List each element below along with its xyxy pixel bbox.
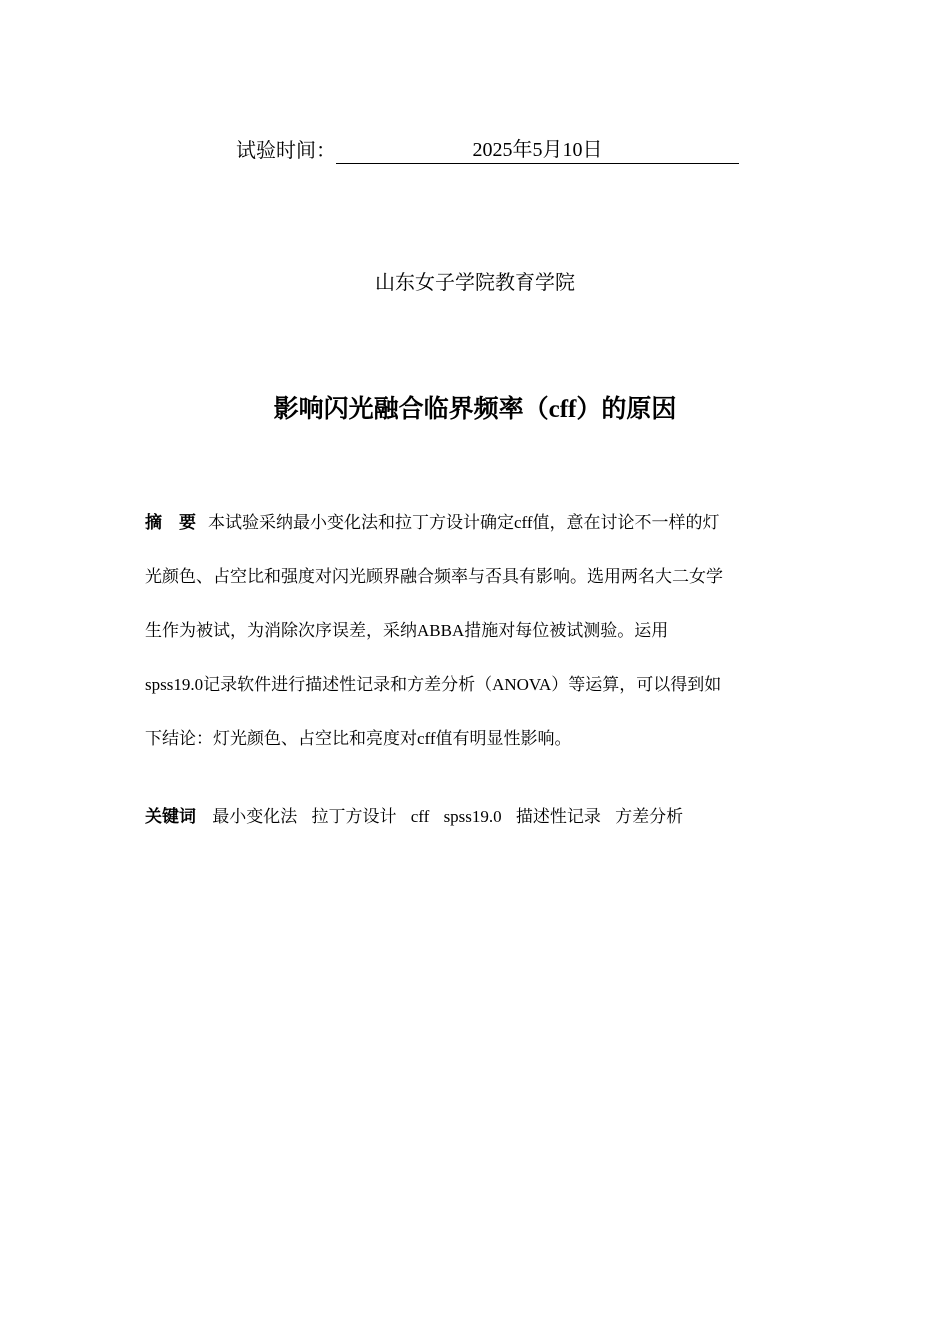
institution-name: 山东女子学院教育学院 — [375, 272, 575, 294]
abstract-text: 本试验采纳最小变化法和拉丁方设计确定cff值，意在讨论不一样的灯 — [208, 513, 720, 532]
keyword-item: 最小变化法 — [212, 807, 298, 826]
date-value: 2025年5月10日 — [336, 138, 739, 164]
abstract-section — [145, 496, 805, 766]
keyword-item: 方差分析 — [615, 807, 684, 826]
keywords-section — [145, 802, 805, 832]
abstract-line: 下结论：灯光颜色、占空比和亮度对cff值有明显性影响。 — [145, 729, 572, 748]
experiment-date-line — [236, 136, 739, 166]
abstract-line: spss19.0记录软件进行描述性记录和方差分析（ANOVA）等运算，可以得到如 — [145, 675, 722, 694]
keyword-item: 拉丁方设计 — [311, 807, 397, 826]
paper-title: 影响闪光融合临界频率（cff）的原因 — [273, 396, 677, 423]
abstract-heading: 摘 要 — [145, 513, 196, 532]
keyword-item: 描述性记录 — [515, 807, 601, 826]
date-label: 试验时间： — [236, 140, 336, 162]
keywords-heading: 关键词 — [145, 807, 196, 826]
abstract-line: 生作为被试，为消除次序误差，采纳ABBA措施对每位被试测验。运用 — [145, 621, 669, 640]
abstract-line: 光颜色、占空比和强度对闪光顾界融合频率与否具有影响。选用两名大二女学 — [145, 567, 723, 586]
keyword-item: spss19.0 — [443, 807, 502, 826]
keyword-item: cff — [410, 807, 430, 826]
abstract-line — [145, 496, 805, 550]
